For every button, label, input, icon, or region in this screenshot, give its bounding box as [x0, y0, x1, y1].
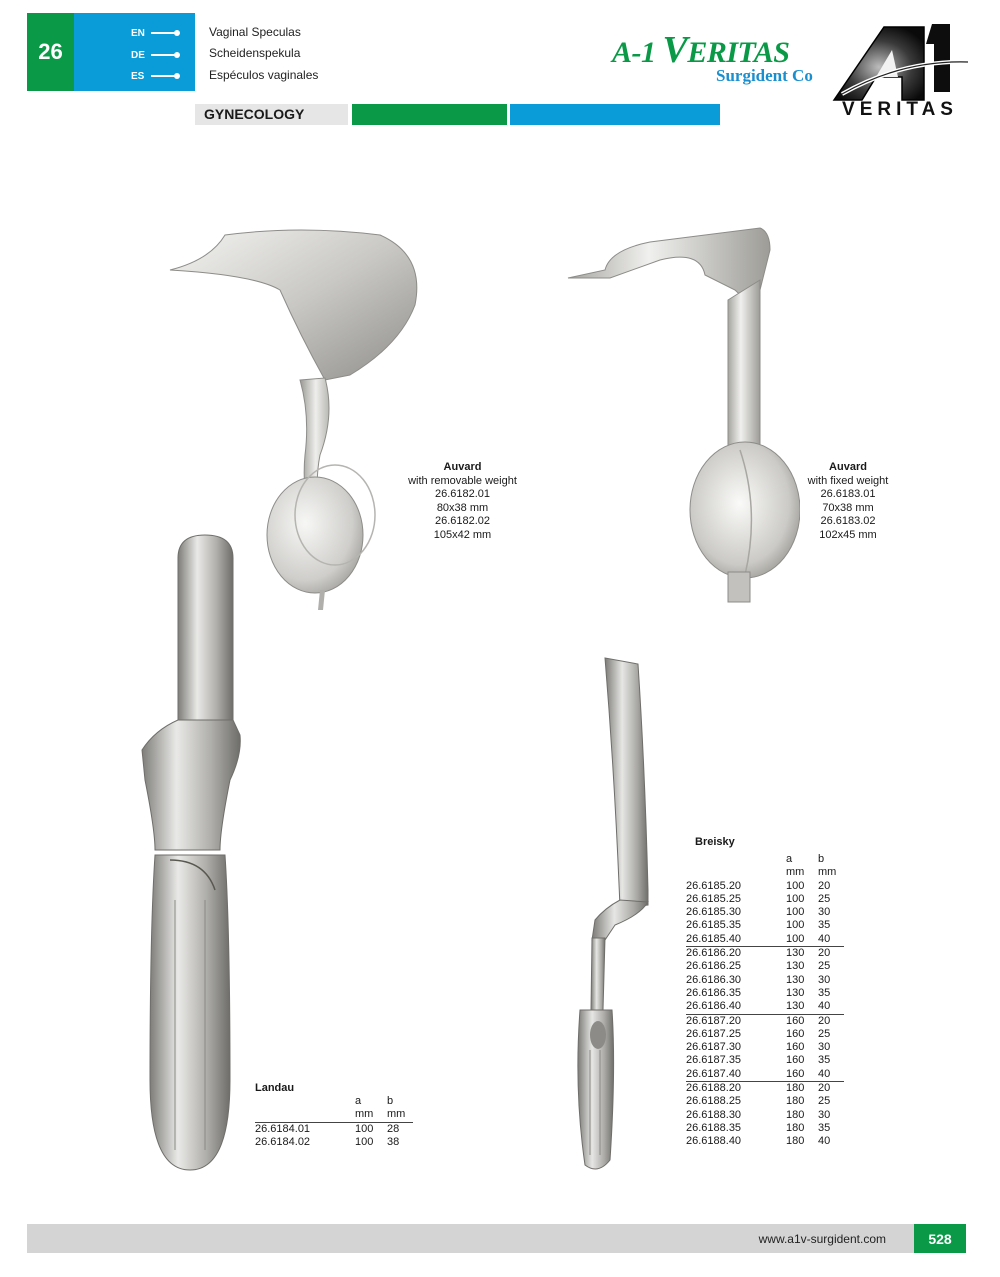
table-row: 26.6185.25 100 25 [686, 892, 831, 905]
table-row: 26.6184.01 100 28 [255, 1122, 400, 1135]
section-bar-blue [510, 104, 720, 125]
table-row: 26.6186.25 130 25 [686, 960, 831, 973]
product-size: 102x45 mm [819, 528, 877, 541]
brand-subtitle: Surgident Co [716, 66, 813, 85]
col-a-header: a [786, 853, 793, 865]
auvard-removable-caption [395, 461, 530, 542]
connector-line-icon [151, 32, 177, 34]
lang-row-de [131, 48, 177, 62]
table-row: 26.6188.40 180 40 [686, 1135, 831, 1148]
footer-bar [27, 1224, 914, 1253]
chapter-number: 26 [27, 13, 74, 91]
col-b-header: b [387, 1095, 394, 1107]
auvard-fixed-caption [793, 461, 903, 542]
table-row: 26.6187.40 160 40 [686, 1068, 844, 1082]
table-row: 26.6184.02 100 38 [255, 1135, 400, 1148]
table-row: 26.6186.40 130 40 [686, 1000, 844, 1014]
connector-line-icon [151, 75, 177, 77]
col-a-unit: mm [786, 866, 805, 879]
landau-title: Landau [255, 1082, 295, 1094]
lang-row-en [131, 26, 177, 40]
table-row: 26.6186.30 130 30 [686, 973, 831, 986]
product-size: 80x38 mm [436, 501, 489, 514]
auvard-fixed-speculum-image [560, 220, 800, 615]
breisky-title: Breisky [695, 836, 735, 848]
table-row: 26.6187.20 160 20 [686, 1014, 831, 1027]
chapter-box [27, 13, 195, 91]
lang-code: EN [131, 27, 145, 39]
product-code: 26.6182.01 [434, 488, 491, 500]
logo-mark-text: VERITAS [842, 99, 958, 120]
footer-website-link[interactable]: www.a1v-surgident.com [758, 1232, 886, 1246]
col-b-unit: mm [818, 866, 837, 879]
table-unit-row [255, 1108, 413, 1122]
lang-code: DE [131, 49, 145, 61]
brand-rest: ERITAS [687, 36, 790, 69]
breisky-spec-table [686, 853, 844, 1149]
product-description: with fixed weight [807, 474, 889, 487]
table-row: 26.6186.35 130 35 [686, 986, 831, 999]
product-size: 105x42 mm [433, 528, 492, 541]
table-row: 26.6188.30 180 30 [686, 1108, 831, 1121]
col-b-unit: mm [383, 1108, 413, 1122]
table-row: 26.6185.40 100 40 [686, 933, 844, 947]
breisky-speculum-image [550, 650, 690, 1180]
title-de: Scheidenspekula [209, 46, 301, 60]
table-row: 26.6188.35 180 35 [686, 1121, 831, 1134]
table-row: 26.6188.25 180 25 [686, 1095, 831, 1108]
product-description: with removable weight [408, 474, 517, 487]
product-code: 26.6183.02 [820, 515, 876, 527]
product-name: Auvard [443, 461, 482, 473]
table-row: 26.6185.20 100 20 [686, 879, 831, 892]
landau-spec-table [255, 1095, 413, 1149]
table-row: 26.6185.30 100 30 [686, 906, 831, 919]
brand-v: V [662, 29, 688, 71]
table-row: 26.6185.35 100 35 [686, 919, 831, 932]
connector-line-icon [151, 54, 177, 56]
table-row: 26.6187.25 160 25 [686, 1027, 831, 1040]
section-label: GYNECOLOGY [195, 104, 348, 125]
landau-speculum-image [130, 530, 260, 1180]
table-row: 26.6188.20 180 20 [686, 1082, 831, 1095]
section-bar-green [352, 104, 507, 125]
table-row: 26.6187.35 160 35 [686, 1054, 831, 1067]
col-a-unit: mm [341, 1108, 383, 1122]
col-b-header: b [818, 853, 825, 865]
table-row: 26.6186.20 130 20 [686, 947, 831, 960]
table-unit-row [686, 866, 844, 879]
title-en: Vaginal Speculas [209, 25, 301, 39]
lang-row-es [131, 69, 177, 83]
col-a-header: a [355, 1095, 362, 1107]
product-code: 26.6183.01 [820, 488, 876, 500]
table-header-row [255, 1095, 413, 1108]
product-code: 26.6182.02 [434, 515, 491, 527]
title-es: Espéculos vaginales [209, 68, 319, 82]
page-number: 528 [914, 1224, 966, 1253]
table-header-row [686, 853, 844, 866]
product-size: 70x38 mm [822, 501, 874, 514]
lang-code: ES [131, 70, 145, 82]
brand-prefix: A-1 [612, 36, 663, 69]
table-row: 26.6187.30 160 30 [686, 1041, 831, 1054]
product-name: Auvard [829, 461, 867, 473]
